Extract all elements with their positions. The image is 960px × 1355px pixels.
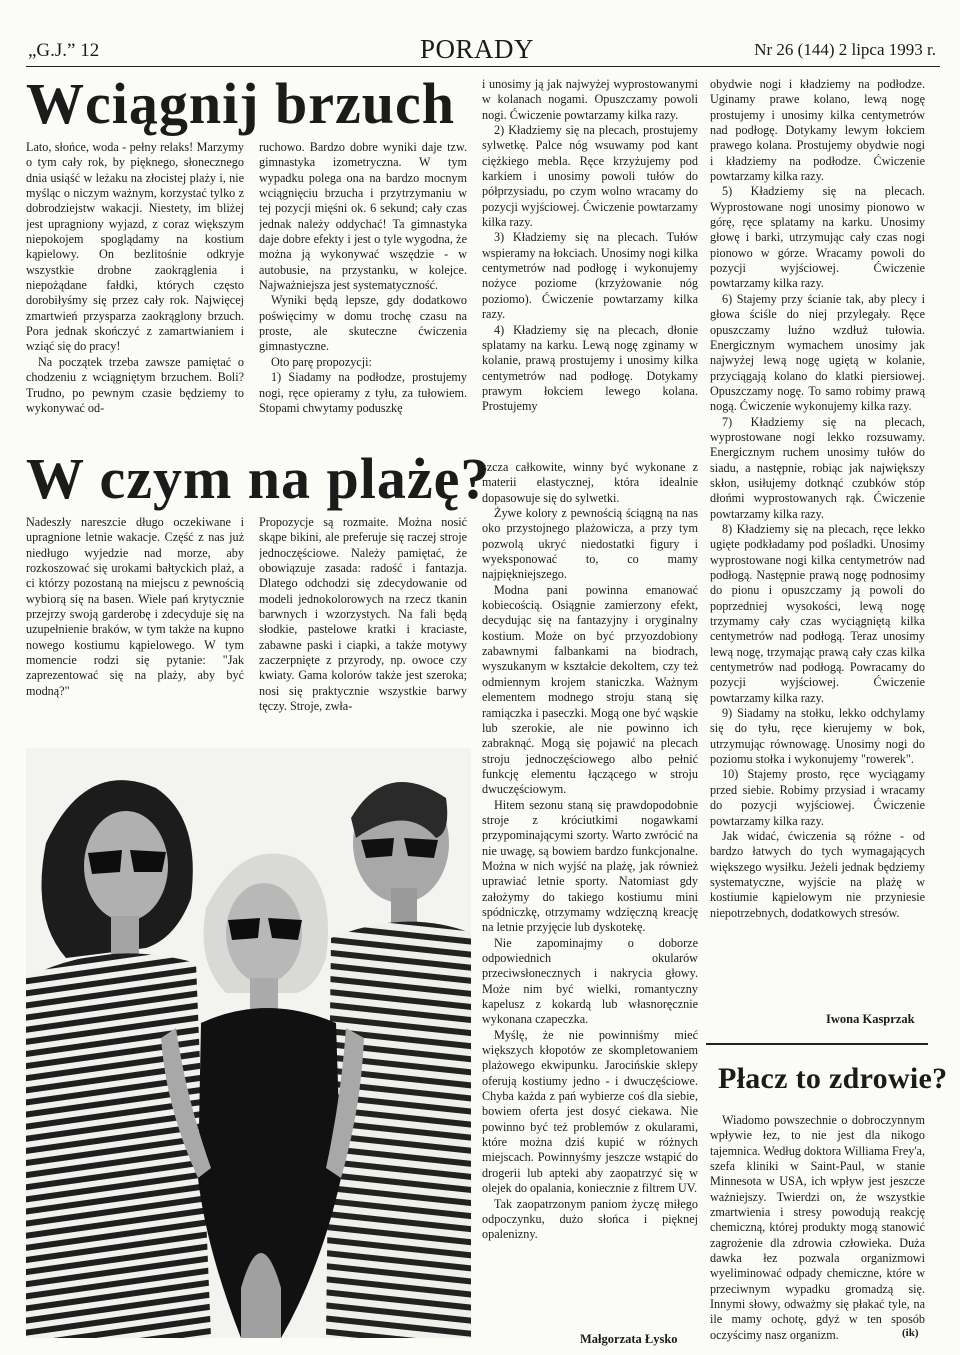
paragraph: 7) Kładziemy się na plecach, wyprostowane nogi lekko rozsuwamy. Energicznym ruchem unosimy tułów do siadu, a następnie, robiąc jak największy skłon, usiłujemy dotknąć czubków stóp dłońmi wyprostowanych rąk. Ćwiczenie powtarzamy kilka razy.	[710, 414, 925, 521]
article3-author: (ik)	[902, 1327, 919, 1339]
paragraph: Jak widać, ćwiczenia są różne - od bardzo łatwych do tych wymagających większego wysiłku. Jeżeli jednak będziemy systematyczne, wyjście na plażę w kostiumie kąpielowym nie przyniesie niepotrzebnych, dodatkowych stresów.	[710, 828, 925, 920]
article2-column-1	[26, 515, 244, 745]
paragraph: Hitem sezonu staną się prawdopodobnie stroje z króciutkimi nogawkami przypominającymi szorty. Warto zwrócić na nie uwagę, są bowiem bardzo funkcjonalne. Można w nich wyjść na plażę, jak również uprawiać letnie sporty. Natomiast gdy założymy do takiego kostiumu mini spódniczkę, otrzymamy wdzięczną kreację na letnie przyjęcie lub dyskotekę.	[482, 797, 698, 935]
article-headline-placz-to-zdrowie: Płacz to zdrowie?	[718, 1062, 948, 1095]
paragraph: obydwie nogi i kładziemy na podłodze. Uginamy prawe kolano, lewą nogę prostujemy i unosimy kilka centymetrów nad podłogę. Dotykamy lewym łokciem prawego kolana. Prostujemy obydwie nogi i kładziemy na podłodze. Ćwiczenie powtarzamy kilka razy.	[710, 77, 925, 184]
paragraph: Tak zaopatrzonym paniom życzę miłego odpoczynku, dużo słońca i pięknej opalenizny.	[482, 1196, 698, 1242]
paragraph: 10) Stajemy prosto, ręce wyciągamy przed siebie. Robimy przysiad i wracamy do pozycji wyjściowej. Ćwiczenie powtarzamy kilka razy.	[710, 767, 925, 828]
paragraph: Nie zapominajmy o doborze odpowiednich okularów przeciwsłonecznych i nakrycia głowy. Może nim być wielki, romantyczny kapelusz z kokardą lub własnoręcznie wykonana czapeczka.	[482, 935, 698, 1027]
paragraph: 1) Siadamy na podłodze, prostujemy nogi, ręce opieramy z tyłu, za tułowiem. Stopami chwytamy poduszkę	[259, 370, 467, 415]
paragraph: Wyniki będą lepsze, gdy dodatkowo poświęcimy w domu trochę czasu na proste, ale skuteczne ćwiczenia gimnastyczne.	[259, 293, 467, 354]
article1-column-2	[259, 140, 467, 440]
issue-date: Nr 26 (144) 2 lipca 1993 r.	[754, 40, 936, 59]
paragraph: Żywe kolory z pewnością ściągną na nas oko przystojnego plażowicza, a przy tym pozwolą ukryć niedostatki figury i wyeksponować to, co mamy najpiękniejszego.	[482, 506, 698, 582]
issue-page-number: „G.J.” 12	[28, 40, 100, 61]
header-rule	[26, 66, 940, 67]
paragraph: i unosimy ją jak najwyżej wyprostowanymi w kolanach nogami. Opuszczamy powoli nogi. Ćwiczenie powtarzamy kilka razy.	[482, 77, 698, 122]
paragraph: 8) Kładziemy się na plecach, ręce lekko ugięte podkładamy pod pośladki. Unosimy wyprostowane nogi kilka centymetrów nad podłogą. Następnie prawą nogę podnosimy do pionu i opuszczamy ją powoli do poprzedniej wysokości, lewą nogę trzymamy cały czas wyciągniętą kilka centymetrów nad podłogą. Teraz unosimy lewą nogę, trzymając prawą cały czas kilka centymetrów nad podłogą. Powracamy do pozycji wyjściowej. Ćwiczenie powtarzamy kilka razy.	[710, 521, 925, 705]
article-headline-w-czym-na-plaze: W czym na plażę?	[26, 446, 491, 511]
page-header	[0, 0, 960, 68]
article2-author: Małgorzata Łysko	[580, 1332, 678, 1346]
paragraph: Na początek trzeba zawsze pamiętać o chodzeniu z wciągniętym brzuchem. Boli? Trudno, po pewnym czasie będziemy to wykonywać od-	[26, 354, 244, 415]
paragraph: Propozycje są rozmaite. Można nosić skąpe bikini, ale preferuje się raczej stroje jednoczęściowe. Należy pamiętać, że obowiązuje zasada: radość i fantazja. Dlatego odchodzi się zdecydowanie od modeli jednokolorowych na rzecz tkanin barwnych i wzorzystych. Na fali będą słodkie, pastelowe kratki i kraciaste, zabawne paski i ciapki, a także motywy zaczerpnięte z przyrody, np. owoce czy kwiaty. Gama kolorów także jest szeroka; nosi się praktycznie wszystkie barwy tęczy. Stroje, zwła-	[259, 515, 467, 714]
section-title: PORADY	[420, 34, 535, 64]
article1-author: Iwona Kasprzak	[826, 1012, 915, 1026]
model-left	[26, 780, 211, 1338]
paragraph: 3) Kładziemy się na plecach. Tułów wspieramy na łokciach. Unosimy nogi kilka centymetrów nad podłogę i wykonujemy nożyce poziome (krzyżowanie nóg poziomo). Ćwiczenie powtarzamy kilka razy.	[482, 230, 698, 322]
article2-column-3	[482, 460, 698, 1320]
sidebar-box-rule	[706, 1043, 928, 1045]
paragraph: 4) Kładziemy się na plecach, dłonie splatamy na karku. Lewą nogę zginamy w kolanie, prawą prostujemy i unosimy kilka centymetrów nad podłogę. Dotykamy prawym łokciem lewego kolana. Prostujemy	[482, 322, 698, 414]
paragraph: ruchowo. Bardzo dobre wyniki daje tzw. gimnastyka izometryczna. W tym wypadku polega ona na bardzo mocnym wciągnięciu brzucha i przytrzymaniu w tej pozycji mięśni ok. 6 sekund; cały czas jednak należy oddychać! Ta gimnastyka daje dobre efekty i jest o tyle wygodna, że można ją wykonywać wszędzie - w autobusie, na przystanku, w kolejce. Najważniejsza jest systematyczność.	[259, 140, 467, 293]
paragraph: 9) Siadamy na stołku, lekko odchylamy się do tyłu, ręce kierujemy w bok, utrzymując równowagę. Unosimy nogi do poziomu stołka i wykonujemy "rowerek".	[710, 706, 925, 767]
article-headline-wciagnij-brzuch: Wciągnij brzuch	[26, 71, 456, 136]
paragraph: 2) Kładziemy się na plecach, prostujemy sylwetkę. Palce nóg wsuwamy pod kant ciężkiego mebla. Ręce krzyżujemy pod karkiem i unosimy powoli tułów do półprzysiadu, po czym wolno wracamy do pozycji wyjściowej. Ćwiczenie powtarzamy kilka razy.	[482, 123, 698, 230]
paragraph: szcza całkowite, winny być wykonane z materii elastycznej, która idealnie dopasowuje się do sylwetki.	[482, 460, 698, 505]
paragraph: Nadeszły nareszcie długo oczekiwane i upragnione letnie wakacje. Część z nas już niedługo wyjedzie nad morze, aby rozkoszować się urokami bałtyckich plaż, a ci którzy pozostaną na miejscu z pewnością wybiorą się na basen. Wiele pań krytycznie przejrzy swoją garderobę i zdecyduje się na uzupełnienie braków, w tym także na kupno nowego kostiumu kąpielowego. W tym momencie rodzi się pytanie: "Jak zaprezentować się na plaży, aby być modną?"	[26, 515, 244, 698]
paragraph: Myślę, że nie powinniśmy mieć większych kłopotów ze skompletowaniem plażowego ekwipunku. Jarocińskie sklepy oferują kostiumy jedno - i dwuczęściowe. Chyba każda z pań wybierze coś dla siebie, bowiem oferta jest dosyć ciekawa. Nie powinno być też problemów z okularami, które można dziś kupić w różnych miejscach. Powinnyśmy jeszcze wstąpić do drogerii lub apteki aby zaopatrzyć się w olejek do opalania, koniecznie z filtrem UV.	[482, 1027, 698, 1196]
swimsuit-models-photo	[26, 748, 471, 1338]
paragraph: Lato, słońce, woda - pełny relaks! Marzymy o tym cały rok, by pięknego, słonecznego dnia usiąść w leżaku na złocistej plaży i, nie myśląc o niczym ważnym, korzystać tylko z dobrodziejstw wakacji. Niestety, im bliżej jest upragniony wyjazd, z coraz większym niepokojem spoglądamy na kostium kąpielowy. On bezlitośnie odkryje wszystkie drobne zaokrąglenia i niepożądane fałdki, których często dorobiłyśmy się przez cały rok. Najwięcej zmartwień przysparza zaokrąglony brzuch. Pora jednak skończyć z zamartwianiem i wziąć się do pracy!	[26, 140, 244, 354]
paragraph: 5) Kładziemy się na plecach. Wyprostowane nogi unosimy pionowo w górę, ręce splatamy na karku. Unosimy głowę i barki, utrzymując cały czas nogi pionowo w górze. Wracamy powoli do pozycji wyjściowej. Ćwiczenie powtarzamy kilka razy.	[710, 184, 925, 291]
paragraph: Modna pani powinna emanować kobiecością. Osiągnie zamierzony efekt, decydując się na fantazyjny i oryginalny kostium. Może on być przyozdobiony zabawnymi falbankami na biodrach, wyszukanym w kształcie dekoltem, czy też odmiennym krojem staniczka. Ważnym elementem modnego stroju staną się ramiączka i paseczki. Mogą one być wąskie lub szerokie, ale nie powinno ich zabraknąć. Mogą się pojawić na plecach stroju jednoczęściowego albo pełnić funkcję elementu łączącego w stroju dwuczęściowym.	[482, 582, 698, 797]
paragraph: 6) Stajemy przy ścianie tak, aby plecy i głowa ściśle do niej przylegały. Ręce opuszczamy luźno wzdłuż tułowia. Energicznym wymachem unosimy jak najwyżej lewą nogę ugiętą w kolanie, przyciągają kolano do klatki piersiowej. Opuszczamy nogę. To samo robimy prawą nogą. Ćwiczenie wykonujemy kilka razy.	[710, 291, 925, 414]
paragraph: Oto parę propozycji:	[271, 354, 372, 369]
paragraph: Wiadomo powszechnie o dobroczynnym wpływie łez, to nie jest dla nikogo tajemnica. Według doktora Williama Frey'a, szefa kliniki w Saint-Paul, w stanie Minnesota w USA, ich wpływ jest jeszcze ważniejszy. Twierdzi on, że wszystkie zmartwienia i stresy powodują reakcję chemiczną, której produkty mogą stanowić zagrożenie dla zdrowia człowieka. Duża dawka łez pozwala organizmowi wyeliminować odpady chemiczne, które w przeciwnym wypadku gromadzą się. Innymi słowy, odważmy się płakać tyle, na ile mamy ochotę, gdyż w ten sposób oczyścimy nasz organizm.	[710, 1113, 925, 1342]
article1-column-3	[482, 77, 698, 437]
article1-column-1	[26, 140, 244, 440]
article1-column-4	[710, 77, 925, 1037]
article2-column-2	[259, 515, 467, 745]
article3-column	[710, 1113, 925, 1348]
